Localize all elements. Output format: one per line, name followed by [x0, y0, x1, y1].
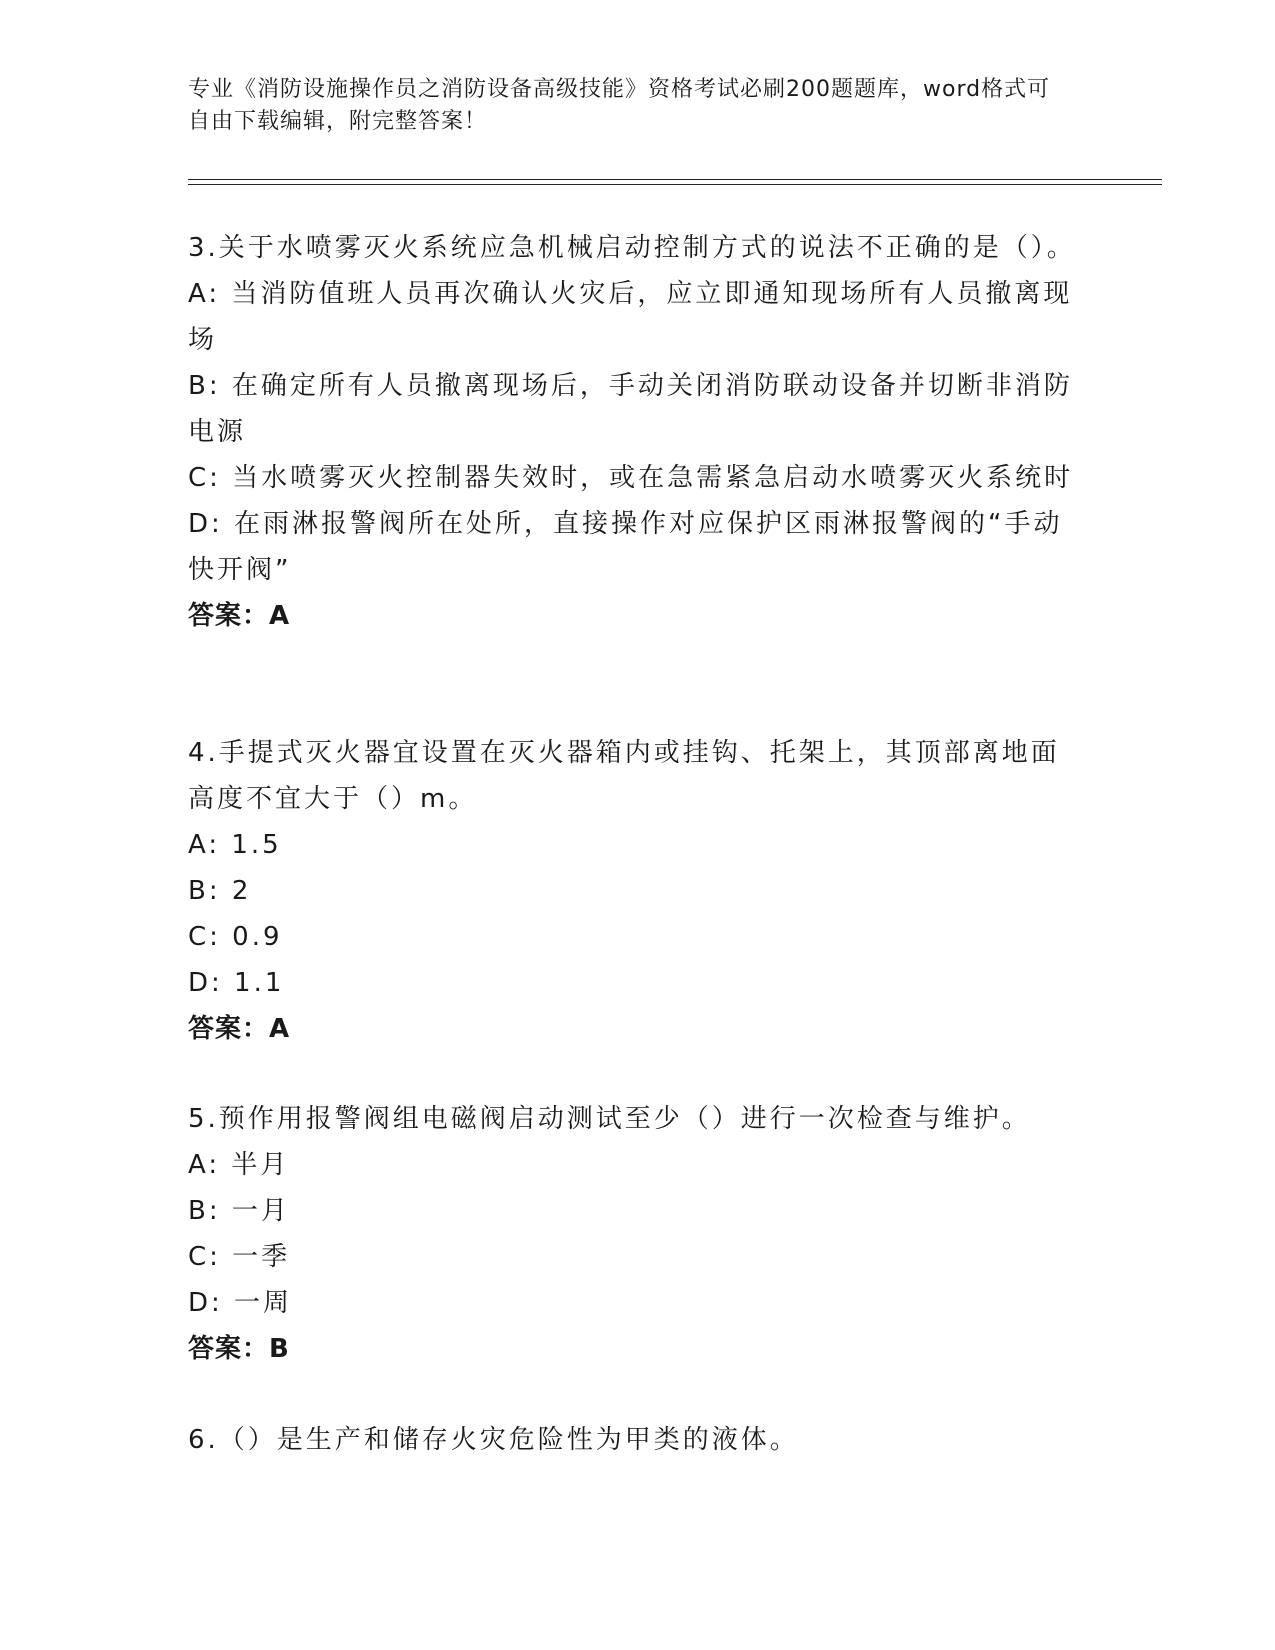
header-divider-top [188, 179, 1162, 180]
question-stem: 6.（）是生产和储存火灾危险性为甲类的液体。 [188, 1425, 799, 1455]
option-d: D: 一周 [188, 1288, 293, 1318]
option-b: B: 在确定所有人员撤离现场后，手动关闭消防联动设备并切断非消防电源 [188, 371, 1073, 447]
option-a: A: 当消防值班人员再次确认火灾后，应立即通知现场所有人员撤离现场 [188, 279, 1073, 355]
answer: 答案：A [188, 601, 291, 631]
option-b: B: 一月 [188, 1196, 290, 1226]
option-a: A: 1.5 [188, 830, 282, 860]
option-d: D: 在雨淋报警阀所在处所，直接操作对应保护区雨淋报警阀的“手动快开阀” [188, 509, 1063, 585]
question-stem: 3.关于水喷雾灭火系统应急机械启动控制方式的说法不正确的是（）。 [188, 233, 1076, 263]
option-b: B: 2 [188, 876, 252, 906]
answer: 答案：A [188, 1014, 291, 1044]
question-stem: 4.手提式灭火器宜设置在灭火器箱内或挂钩、托架上，其顶部离地面高度不宜大于（）m。 [188, 738, 1060, 814]
answer: 答案：B [188, 1334, 290, 1364]
question-4 [188, 730, 1088, 1052]
question-5 [188, 1096, 1088, 1372]
question-stem: 5.预作用报警阀组电磁阀启动测试至少（）进行一次检查与维护。 [188, 1104, 1031, 1134]
option-c: C: 一季 [188, 1242, 291, 1272]
option-d: D: 1.1 [188, 968, 285, 998]
header-divider-bottom [188, 184, 1162, 185]
question-6 [188, 1417, 1088, 1463]
document-header: 专业《消防设施操作员之消防设备高级技能》资格考试必刷200题题库，word格式可自由下载编辑，附完整答案！ [188, 77, 1051, 134]
question-3 [188, 225, 1088, 639]
option-c: C: 0.9 [188, 922, 283, 952]
option-c: C: 当水喷雾灭火控制器失效时，或在急需紧急启动水喷雾灭火系统时 [188, 463, 1074, 493]
option-a: A: 半月 [188, 1150, 290, 1180]
